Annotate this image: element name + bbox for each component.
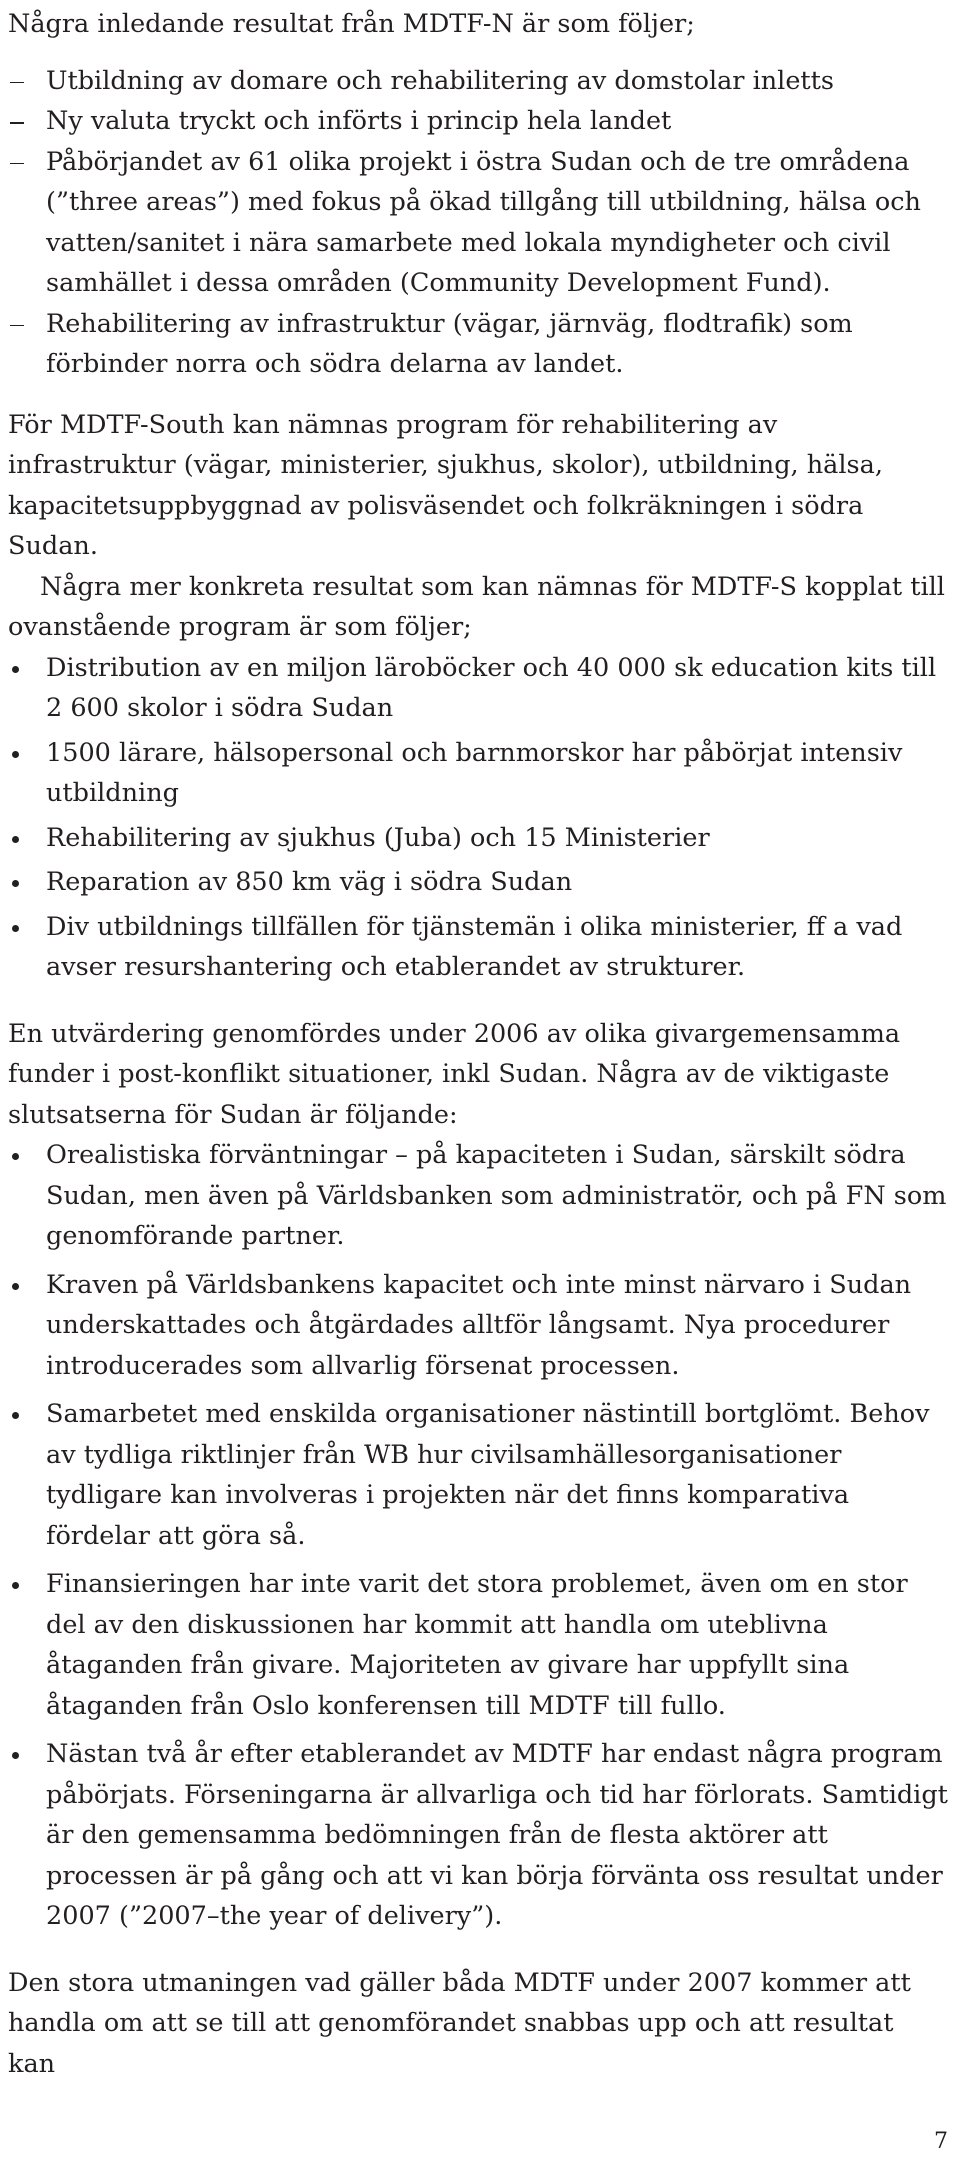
mdtf-n-results-list xyxy=(8,61,948,385)
bullet-marker xyxy=(12,666,19,673)
conclusions-list xyxy=(8,1135,948,1937)
mdtf-s-paragraph: För MDTF-South kan nämnas program för rehabilitering av infrastruktur (vägar, ministerier, sjukhus, skolor), utbildning, hälsa, kapacitetsuppbyggnad av polisväsendet och folkräkningen i södra Sudan. xyxy=(8,409,883,561)
bullet-marker xyxy=(12,1283,19,1290)
bullet-marker xyxy=(12,1412,19,1419)
text-column xyxy=(8,4,948,2084)
bullet-marker xyxy=(12,836,19,843)
closing-paragraph: Den stora utmaningen vad gäller båda MDTF under 2007 kommer att handla om att se till att genomförandet snabbas upp och att resultat kan xyxy=(8,1967,911,2079)
list-item: Ny valuta tryckt och införts i princip hela landet xyxy=(8,101,948,142)
list-item: Rehabilitering av infrastruktur (vägar, järnväg, flodtrafik) som förbinder norra och södra delarna av landet. xyxy=(8,304,948,385)
list-item: Distribution av en miljon läroböcker och 40 000 sk education kits till 2 600 skolor i södra Sudan xyxy=(8,648,948,729)
list-item: Utbildning av domare och rehabilitering av domstolar inletts xyxy=(8,61,948,102)
mdtf-s-intro-paragraph: Några mer konkreta resultat som kan nämnas för MDTF-S kopplat till ovanstående program är som följer; xyxy=(8,571,945,642)
bullet-marker xyxy=(12,1153,19,1160)
list-item: Reparation av 850 km väg i södra Sudan xyxy=(8,862,948,903)
bullet-marker xyxy=(12,1752,19,1759)
bullet-marker xyxy=(12,1582,19,1589)
bullet-marker xyxy=(12,925,19,932)
bullet-marker xyxy=(12,751,19,758)
mdtf-s-results-list xyxy=(8,648,948,988)
dash-marker xyxy=(10,122,24,124)
dash-marker xyxy=(10,325,24,327)
list-item: Orealistiska förväntningar – på kapaciteten i Sudan, särskilt södra Sudan, men även på Världsbanken som administratör, och på FN som genomförande partner. xyxy=(8,1135,948,1257)
intro-paragraph: Några inledande resultat från MDTF-N är som följer; xyxy=(8,9,695,39)
list-item: Kraven på Världsbankens kapacitet och inte minst närvaro i Sudan underskattades och åtgärdades alltför långsamt. Nya procedurer introducerades som allvarlig försenat processen. xyxy=(8,1265,948,1387)
list-item: Rehabilitering av sjukhus (Juba) och 15 Ministerier xyxy=(8,818,948,859)
bullet-marker xyxy=(12,880,19,887)
list-item: Samarbetet med enskilda organisationer nästintill bortglömt. Behov av tydliga riktlinjer från WB hur civilsamhällesorganisationer tydligare kan involveras i projekten när det finns komparativa fördelar att göra så. xyxy=(8,1394,948,1556)
page-number: 7 xyxy=(934,2129,948,2154)
list-item: 1500 lärare, hälsopersonal och barnmorskor har påbörjat intensiv utbildning xyxy=(8,733,948,814)
list-item: Div utbildnings tillfällen för tjänstemän i olika ministerier, ff a vad avser resurshantering och etablerandet av strukturer. xyxy=(8,907,948,988)
dash-marker xyxy=(10,163,24,165)
list-item: Påbörjandet av 61 olika projekt i östra Sudan och de tre områdena (”three areas”) med fokus på ökad tillgång till utbildning, hälsa och vatten/sanitet i nära samarbete med lokala myndigheter och civil samhället i dessa områden (Community Development Fund). xyxy=(8,142,948,304)
list-item: Nästan två år efter etablerandet av MDTF har endast några program påbörjats. Förseningarna är allvarliga och tid har förlorats. Samtidigt är den gemensamma bedömningen från de flesta aktörer att processen är på gång och att vi kan börja förvänta oss resultat under 2007 (”2007–the year of delivery”). xyxy=(8,1734,948,1937)
dash-marker xyxy=(10,82,24,84)
evaluation-paragraph: En utvärdering genomfördes under 2006 av olika givargemensamma funder i post-konflikt situationer, inkl Sudan. Några av de viktigaste slutsatserna för Sudan är följande: xyxy=(8,1018,901,1130)
list-item: Finansieringen har inte varit det stora problemet, även om en stor del av den diskussionen har kommit att handla om uteblivna åtaganden från givare. Majoriteten av givare har uppfyllt sina åtaganden från Oslo konferensen till MDTF till fullo. xyxy=(8,1564,948,1726)
